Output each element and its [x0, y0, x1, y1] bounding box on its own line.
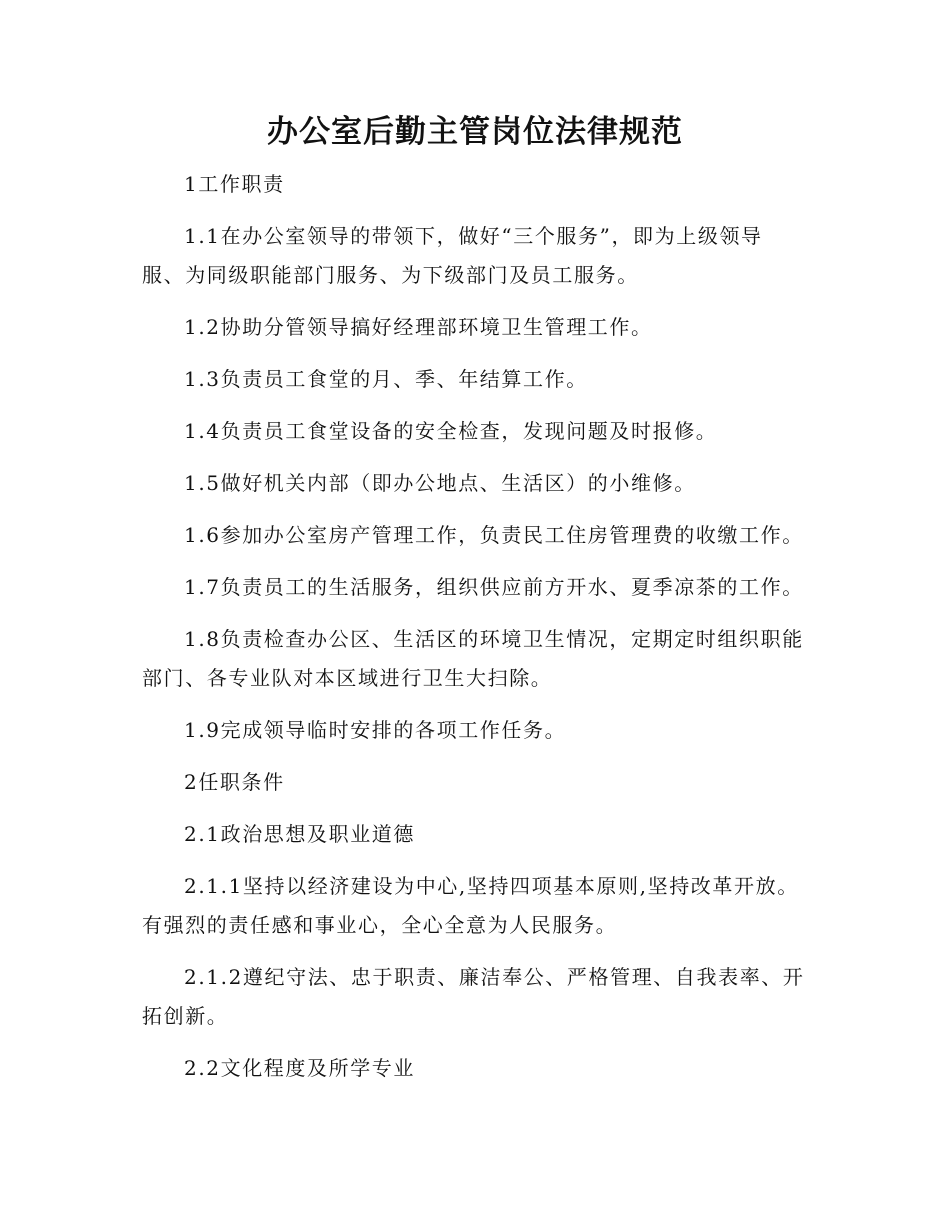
paragraph-line: 有强烈的责任感和事业心，全心全意为人民服务。	[142, 913, 618, 937]
paragraph-line: 1工作职责	[184, 172, 285, 196]
paragraph-1-8	[142, 620, 810, 698]
paragraph-line: 1.3负责员工食堂的月、季、年结算工作。	[184, 367, 588, 391]
paragraph-line: 2.1.2遵纪守法、忠于职责、廉洁奉公、严格管理、自我表率、开	[184, 965, 805, 989]
paragraph-line: 2.1政治思想及职业道德	[184, 822, 416, 846]
paragraph-1-1	[142, 217, 810, 295]
paragraph-2-1-2	[142, 958, 810, 1036]
paragraph-line: 1.5做好机关内部（即办公地点、生活区）的小维修。	[184, 471, 696, 495]
paragraph-line: 部门、各专业队对本区域进行卫生大扫除。	[142, 666, 553, 690]
paragraph-line: 1.7负责员工的生活服务，组织供应前方开水、夏季凉茶的工作。	[184, 575, 804, 599]
paragraph-line: 1.2协助分管领导搞好经理部环境卫生管理工作。	[184, 315, 653, 339]
paragraph-line: 1.6参加办公室房产管理工作，负责民工住房管理费的收缴工作。	[184, 523, 804, 547]
paragraph-1-2	[142, 308, 810, 347]
document-title: 办公室后勤主管岗位法律规范	[267, 114, 683, 150]
section-heading-1	[142, 165, 810, 204]
paragraph-1-7	[142, 568, 810, 607]
paragraph-line: 拓创新。	[142, 1004, 229, 1028]
paragraph-line: 1.8负责检查办公区、生活区的环境卫生情况，定期定时组织职能	[184, 627, 804, 651]
subsection-heading-2-2	[142, 1049, 810, 1088]
paragraph-1-9	[142, 711, 810, 750]
paragraph-line: 1.1在办公室领导的带领下，做好“三个服务”，即为上级领导	[184, 224, 763, 248]
paragraph-1-3	[142, 360, 810, 399]
paragraph-line: 1.4负责员工食堂设备的安全检查，发现问题及时报修。	[184, 419, 718, 443]
paragraph-2-1-1	[142, 867, 810, 945]
paragraph-line: 2任职条件	[184, 770, 285, 794]
paragraph-line: 2.1.1坚持以经济建设为中心,坚持四项基本原则,坚持改革开放。	[184, 874, 799, 898]
subsection-heading-2-1	[142, 815, 810, 854]
paragraph-line: 2.2文化程度及所学专业	[184, 1056, 416, 1080]
paragraph-1-5	[142, 464, 810, 503]
document-body	[142, 165, 810, 1101]
paragraph-line: 1.9完成领导临时安排的各项工作任务。	[184, 718, 567, 742]
paragraph-1-4	[142, 412, 810, 451]
paragraph-1-6	[142, 516, 810, 555]
section-heading-2	[142, 763, 810, 802]
paragraph-line: 服、为同级职能部门服务、为下级部门及员工服务。	[142, 263, 639, 287]
